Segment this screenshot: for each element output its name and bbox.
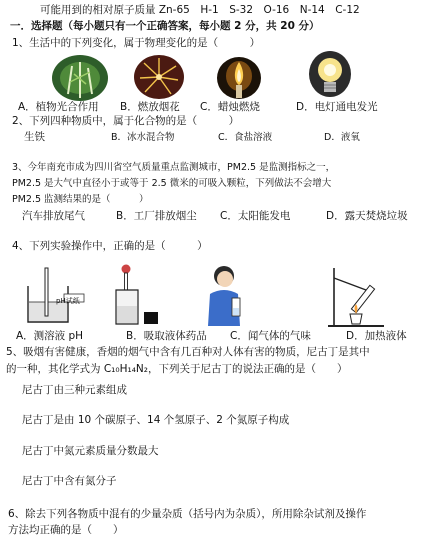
q3-option-b: B．工厂排放烟尘 xyxy=(116,210,197,222)
q5-line2: 的一种，其化学式为 C₁₀H₁₄N₂，下列关于尼古丁的说法正确的是（ ） xyxy=(6,363,348,375)
q1-option-d: D．电灯通电发光 xyxy=(296,101,378,113)
q3-line2: PM2.5 是大气中直径小于或等于 2.5 微米的可吸入颗粒，下列做法不会增大 xyxy=(12,178,332,189)
q4-option-a: A．测溶液 pH xyxy=(16,330,84,342)
q1-option-c: C．蜡烛燃烧 xyxy=(200,101,260,113)
photosynthesis-plant-image xyxy=(50,54,110,102)
dropper-reagent-bottle-image xyxy=(106,262,168,328)
q3-line1: 3、今年南充市成为四川省空气质量重点监测城市，PM2.5 是监测指标之一， xyxy=(12,162,336,173)
q2-stem: 2、下列四种物质中，属于化合物的是（ ） xyxy=(12,115,240,127)
q5-option-d: 尼古丁中含有氮分子 xyxy=(22,475,117,487)
q1-stem: 1、生活中的下列变化，属于物理变化的是（ ） xyxy=(12,37,261,49)
atomic-masses-line: 可能用到的相对原子质量 Zn-65 H-1 S-32 O-16 N-14 C-12 xyxy=(40,4,360,16)
q2-option-d: D．液氧 xyxy=(324,132,360,143)
ph-paper-label: pH试纸 xyxy=(56,297,80,305)
q1-option-b: B．燃放烟花 xyxy=(120,101,180,113)
light-bulb-image xyxy=(308,50,352,102)
q4-stem: 4、下列实验操作中，正确的是（ ） xyxy=(12,240,208,252)
q3-option-d: D．露天焚烧垃圾 xyxy=(326,210,408,222)
fireworks-image xyxy=(133,54,185,100)
q5-line1: 5、吸烟有害健康，香烟的烟气中含有几百种对人体有害的物质，尼古丁是其中 xyxy=(6,346,370,358)
q4-option-d: D．加热液体 xyxy=(346,330,407,342)
candle-image xyxy=(216,56,262,100)
q4-option-c: C．闻气体的气味 xyxy=(230,330,311,342)
q4-option-b: B．吸取液体药品 xyxy=(126,330,207,342)
q5-option-b: 尼古丁是由 10 个碳原子、14 个氢原子、2 个氮原子构成 xyxy=(22,414,290,426)
q2-option-b: B．冰水混合物 xyxy=(111,132,175,143)
smelling-gas-student-image xyxy=(198,262,250,328)
q2-option-c: C．食盐溶液 xyxy=(218,132,273,143)
q6-line1: 6、除去下列各物质中混有的少量杂质（括号内为杂质），所用除杂试剂及操作 xyxy=(8,508,367,520)
q5-option-a: 尼古丁由三种元素组成 xyxy=(22,384,127,396)
q5-option-c: 尼古丁中氮元素质量分数最大 xyxy=(22,445,159,457)
q6-line2: 方法均正确的是（ ） xyxy=(8,524,124,536)
q3-option-a: 汽车排放尾气 xyxy=(22,210,85,222)
heating-liquid-setup-image xyxy=(320,264,394,328)
ph-test-beaker-image xyxy=(24,264,88,326)
q1-option-a: A．植物光合作用 xyxy=(18,101,99,113)
section-title: 一．选择题（每小题只有一个正确答案，每小题 2 分，共 20 分） xyxy=(10,20,320,32)
q3-option-c: C．太阳能发电 xyxy=(220,210,291,222)
q2-option-a: 生铁 xyxy=(24,131,45,143)
q3-line3: PM2.5 监测结果的是（ ） xyxy=(12,194,149,205)
